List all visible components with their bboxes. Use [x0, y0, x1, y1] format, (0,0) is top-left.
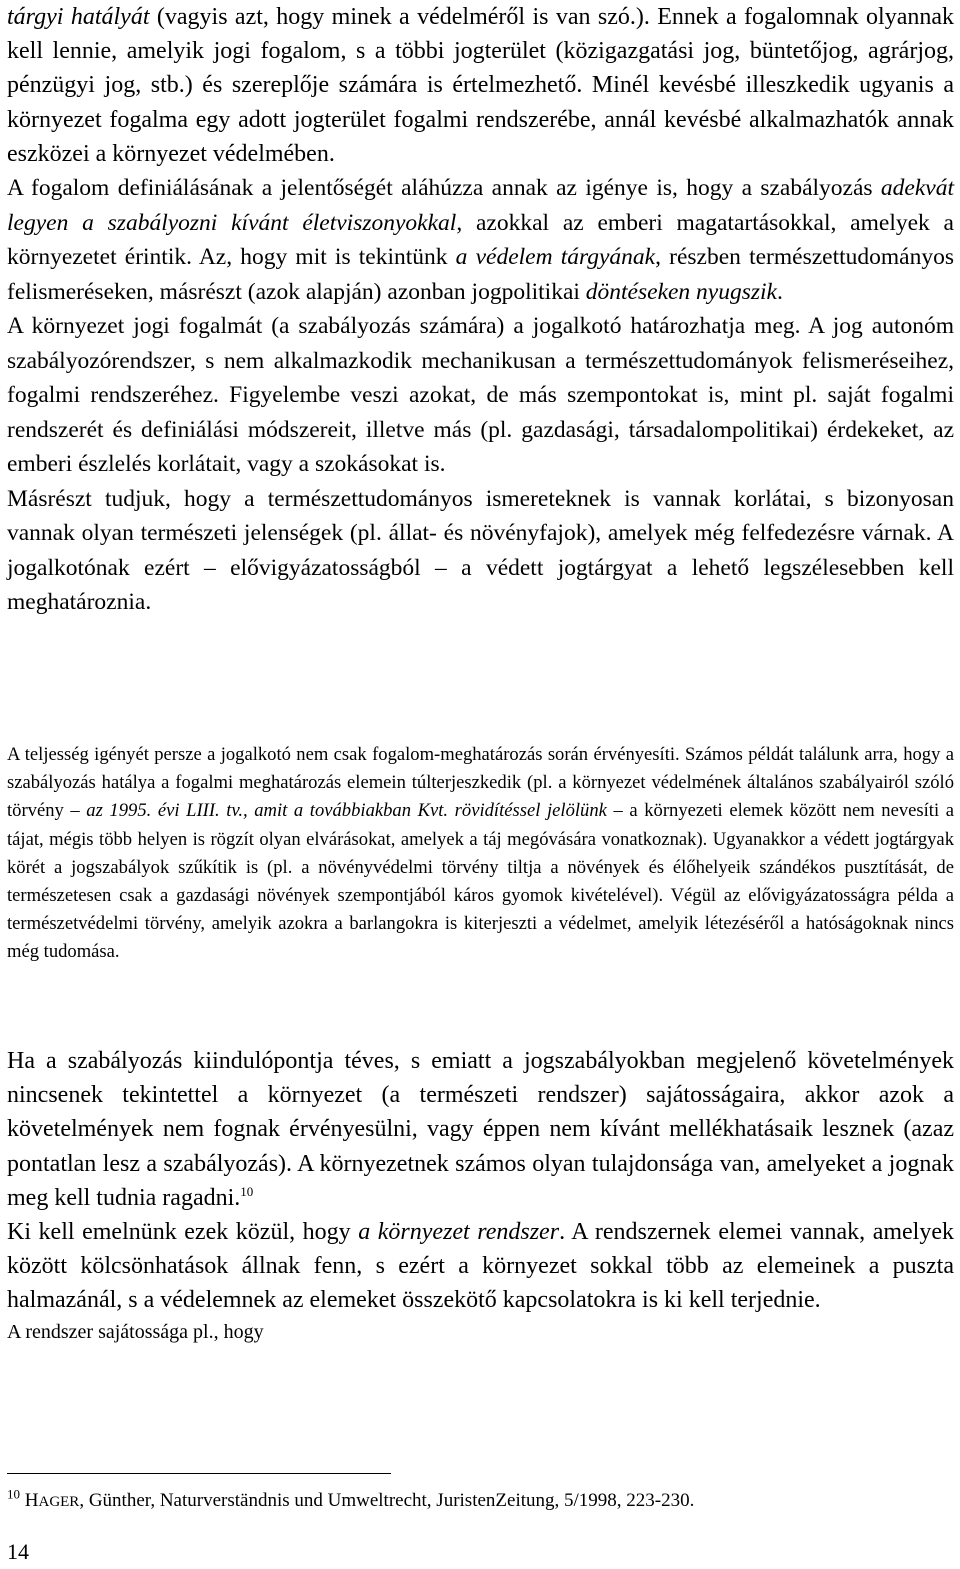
- text-segment: Ki kell emelnünk ezek közül, hogy: [7, 1219, 359, 1246]
- text-segment: (vagyis azt, hogy minek a védelméről is van szó.). Ennek a fogalomnak olyannak kell lennie, amelyik jogi fogalom, s a többi jogterület (közigazgatási jog, büntetőjog, agrárjog, pénzügyi jog, stb.) és szereplője számára is értelmezhető. Minél kevésbé illeszkedik ugyanis a környezet fogalma egy adott jogterület fogalmi rendszerébe, annál kevésbé alkalmazhatók annak eszközei a környezet védelmében.: [7, 4, 954, 167]
- footnote: [7, 1487, 954, 1516]
- paragraph-environment-system: [7, 1215, 954, 1318]
- inset-text-block: [7, 741, 954, 967]
- footnote-author-initial: H: [24, 1490, 39, 1511]
- paragraph-system-feature: A rendszer sajátossága pl., hogy: [7, 1320, 264, 1343]
- footnote-text: , Günther, Naturverständnis und Umweltrecht, JuristenZeitung, 5/1998, 223-230.: [79, 1490, 695, 1511]
- text-segment: – a környezeti elemek között nem nevesíti a tájat, mégis több helyen is rögzít olyan elvárásokat, amelyek a táj megóvására vonatkoznak). Ugyanakkor a védett jogtárgyak körét a jogszabályok szűkítik is (pl. a növényvédelmi törvény tiltja a növények és élőhelyeik szándékos pusztítását, de természetesen csak a gazdasági növények szempontjából káros gyomok kivételével). Végül az elővigyázatosságra példa a természetvédelmi törvény, amelyik azokra a barlangokra is kiterjeszti a védelmet, amelyik létezéséről a hatóságoknak nincs még tudomása.: [7, 800, 954, 963]
- main-text-block-1: [7, 0, 954, 620]
- paragraph-completeness: [7, 741, 954, 967]
- text-segment: , azokkal az emberi magatartásokkal, amelyek a környezetet érintik. Az, hogy mit is tekintünk: [7, 209, 954, 271]
- text-segment: , részben természettudományos felismeréseken, másrészt (azok alapján) azonban jogpolitikai: [7, 244, 954, 305]
- italic-text-segment: döntéseken nyugszik: [585, 278, 777, 305]
- italic-text-segment: az 1995. évi LIII. tv., amit a továbbiakban Kvt. rövidítéssel jelölünk: [86, 800, 607, 822]
- main-text-block-2: [7, 1044, 954, 1346]
- text-segment: . A rendszernek elemei vannak, amelyek között kölcsönhatások állnak fenn, s ezért a környezet sokkal több az elemeinek a puszta halmazánál, s a védelemnek az elemeket összekötő kapcsolatokra is ki kell terjednie.: [7, 1219, 954, 1314]
- italic-text-segment: a védelem tárgyának: [455, 244, 656, 271]
- paragraph-legal-concept: A környezet jogi fogalmát (a szabályozás számára) a jogalkotó határozhatja meg. A jog autonóm szabályozórendszer, s nem alkalmazkodik mechanikusan a természettudományok felismeréseihez, fogalmi rendszeréhez. Figyelembe veszi azokat, de más szempontokat is, mint pl. saját fogalmi rendszerét és definiálási módszereit, illetve más (pl. gazdasági, társadalompolitikai) érdekeket, az emberi észlelés korlátait, vagy a szokásokat is.: [7, 313, 954, 478]
- footnote-reference: 10: [240, 1183, 254, 1199]
- italic-text-segment: tárgyi hatályát: [7, 4, 150, 30]
- paragraph-definition-importance: [7, 171, 954, 309]
- text-segment: .: [776, 278, 783, 305]
- page-number: 14: [7, 1539, 29, 1564]
- paragraph-science-limits: Másrészt tudjuk, hogy a természettudományos ismereteknek is vannak korlátai, s bizonyosan vannak olyan természeti jelenségek (pl. állat- és növényfajok), amelyek még felfedezésre várnak. A jogalkotónak ezért – elővigyázatosságból – a védett jogtárgyat a lehető legszélesebben kell meghatároznia.: [7, 485, 954, 616]
- paragraph-subject-scope: [7, 0, 954, 171]
- italic-text-segment: a környezet rendszer: [358, 1219, 560, 1246]
- footnote-number: 10: [7, 1486, 20, 1502]
- paragraph-regulation-error: Ha a szabályozás kiindulópontja téves, s emiatt a jogszabályokban megjelenő követelmények nincsenek tekintettel a környezet (a természeti rendszer) sajátosságaira, akkor azok a követelmények nem fognak érvényesülni, vagy éppen nem kívánt mellékhatásaik lesznek (azaz pontatlan lesz a szabályozás). A környezetnek számos olyan tulajdonsága van, amelyeket a jognak meg kell tudnia ragadni.$^{10}$: [7, 1048, 954, 1211]
- italic-text-segment: adekvát legyen a szabályozni kívánt életviszonyokkal: [7, 175, 954, 236]
- text-segment: A fogalom definiálásának a jelentőségét aláhúzza annak az igénye is, hogy a szabályozás: [7, 175, 881, 202]
- footnote-separator: [7, 1473, 391, 1474]
- footnote-author-smallcaps: AGER: [38, 1494, 80, 1510]
- text-segment: A teljesség igényét persze a jogalkotó nem csak fogalom-meghatározás során érvényesíti. Számos példát találunk arra, hogy a szabályozás hatálya a fogalmi meghatározás elemein túlterjeszkedik (pl. a környezet védelmének általános szabályairól szóló törvény –: [7, 744, 954, 822]
